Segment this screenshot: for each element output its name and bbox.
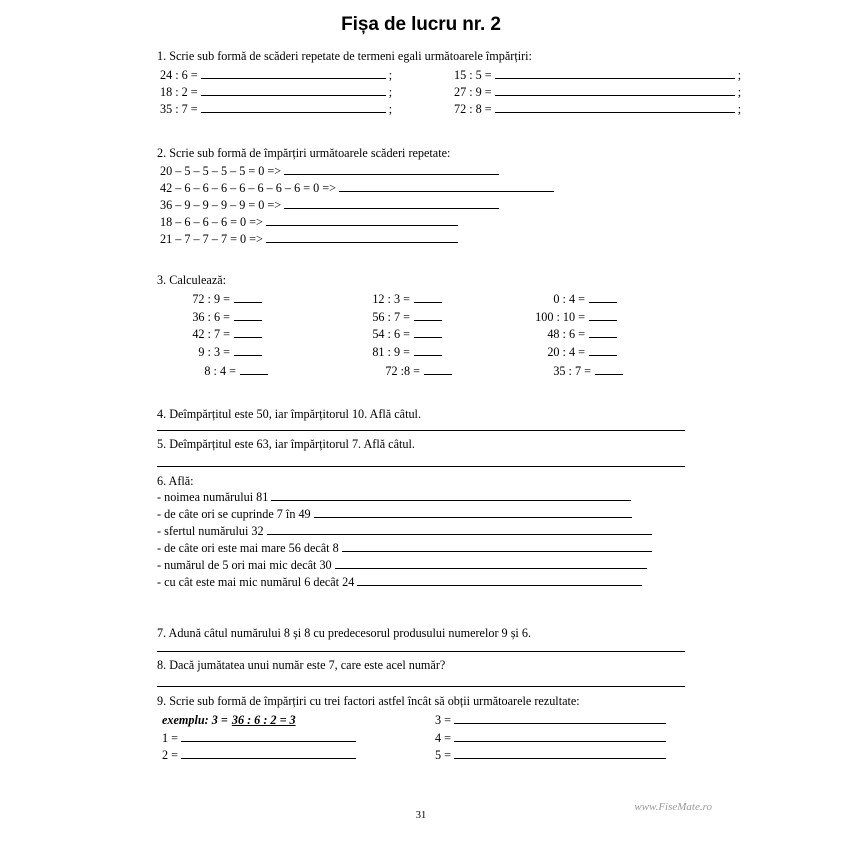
problem-label: 42 : 7 = (192, 327, 230, 341)
exercise-6-item (157, 574, 687, 591)
answer-blank[interactable] (454, 747, 666, 759)
item-label: - numărul de 5 ori mai mic decât 30 (157, 558, 332, 572)
answer-blank[interactable] (201, 67, 386, 79)
answer-blank[interactable] (201, 101, 386, 113)
answer-blank[interactable] (271, 489, 631, 501)
exercise-6-item (157, 540, 687, 557)
exercise-1-row (157, 67, 742, 84)
exercise-5-heading: 5. Deîmpărțitul este 63, iar împărțitorul 7. Află câtul. (157, 437, 415, 451)
exercise-8 (157, 657, 687, 673)
problem-label: 3 = (435, 713, 452, 727)
exercise-4 (157, 406, 687, 422)
answer-blank[interactable] (414, 326, 442, 338)
answer-blank[interactable] (335, 557, 647, 569)
separator: ; (737, 85, 742, 99)
answer-blank[interactable] (495, 84, 735, 96)
answer-blank[interactable] (414, 309, 442, 321)
exercise-2-row (157, 214, 687, 231)
exercise-1-heading: 1. Scrie sub formă de scăderi repetate de termeni egali următoarele împărțiri: (157, 49, 532, 63)
problem-label: 36 – 9 – 9 – 9 – 9 = 0 => (160, 198, 282, 212)
problem-label: 1 = (162, 730, 179, 745)
problem-cell (163, 363, 268, 381)
exercise-6-item (157, 506, 687, 523)
separator: ; (388, 68, 393, 82)
problem-cell (337, 326, 442, 344)
item-label: - de câte ori se cuprinde 7 în 49 (157, 507, 311, 521)
problem-label: 56 : 7 = (372, 309, 410, 324)
answer-blank[interactable] (181, 730, 356, 742)
exercise-3-row (157, 344, 687, 362)
problem-label: 18 : 2 = (160, 85, 198, 99)
problem-label: 15 : 5 = (454, 68, 492, 82)
answer-blank[interactable] (234, 344, 262, 356)
problem-cell (157, 291, 262, 309)
answer-blank[interactable] (424, 363, 452, 375)
problem-label: 8 : 4 = (204, 364, 236, 378)
answer-blank[interactable] (314, 506, 632, 518)
problem-cell (515, 363, 623, 381)
answer-blank[interactable] (595, 363, 623, 375)
problem-label: 18 – 6 – 6 – 6 = 0 => (160, 215, 263, 229)
answer-blank[interactable] (339, 180, 554, 192)
separator: ; (388, 85, 393, 99)
problem-cell (509, 309, 617, 327)
exercise-6 (157, 473, 687, 591)
answer-blank[interactable] (181, 747, 356, 759)
answer-blank[interactable] (495, 67, 735, 79)
example-label: exemplu: 3 = (162, 713, 228, 727)
exercise-2-heading: 2. Scrie sub formă de împărțiri următoarele scăderi repetate: (157, 146, 451, 160)
exercise-5-answer-line[interactable] (157, 466, 685, 467)
exercise-6-item (157, 557, 687, 574)
example-answer: 36 : 6 : 2 = 3 (231, 713, 296, 727)
separator: ; (737, 68, 742, 82)
problem-label: 20 : 4 = (547, 344, 585, 359)
problem-cell (509, 344, 617, 362)
problem-cell (337, 344, 442, 362)
answer-blank[interactable] (234, 291, 262, 303)
problem-cell (509, 326, 617, 344)
exercise-3-heading: 3. Calculează: (157, 273, 227, 287)
problem-cell (509, 291, 617, 309)
answer-blank[interactable] (342, 540, 652, 552)
site-watermark: www.FiseMate.ro (634, 801, 712, 813)
exercise-2-row (157, 180, 687, 197)
problem-cell (157, 344, 262, 362)
problem-label: 42 – 6 – 6 – 6 – 6 – 6 – 6 – 6 = 0 => (160, 181, 337, 195)
exercise-1-row (157, 101, 742, 118)
exercise-2-row (157, 231, 687, 248)
answer-blank[interactable] (454, 730, 666, 742)
exercise-2-row (157, 163, 687, 180)
page-title: Fișa de lucru nr. 2 (341, 14, 501, 35)
problem-label: 81 : 9 = (372, 344, 410, 359)
problem-cell (347, 363, 452, 381)
answer-blank[interactable] (414, 344, 442, 356)
exercise-9-row (157, 730, 687, 748)
exercise-1-row (157, 84, 742, 101)
example-cell (162, 712, 296, 730)
answer-blank[interactable] (357, 574, 642, 586)
problem-cell (435, 747, 667, 765)
problem-label: 72 : 9 = (192, 292, 230, 306)
problem-cell (454, 67, 741, 84)
problem-label: 12 : 3 = (372, 292, 410, 306)
problem-cell (435, 730, 667, 748)
problem-cell (160, 101, 392, 118)
problem-label: 4 = (435, 730, 452, 745)
separator: ; (737, 102, 742, 116)
exercise-9-heading: 9. Scrie sub formă de împărțiri cu trei factori astfel încât să obții următoarele rezultate: (157, 694, 580, 708)
exercise-3 (157, 272, 687, 381)
answer-blank[interactable] (266, 214, 458, 226)
exercise-3-row (157, 291, 687, 309)
exercise-2 (157, 145, 687, 248)
answer-blank[interactable] (201, 84, 386, 96)
problem-cell (160, 67, 392, 84)
problem-label: 54 : 6 = (372, 327, 410, 341)
problem-cell (454, 101, 741, 118)
problem-cell (162, 730, 357, 748)
exercise-1 (157, 48, 742, 118)
page-number: 31 (415, 810, 427, 821)
exercise-8-answer-line[interactable] (157, 686, 685, 687)
exercise-3-row (157, 326, 687, 344)
problem-label: 36 : 6 = (192, 309, 230, 324)
exercise-2-row (157, 197, 687, 214)
exercise-8-heading: 8. Dacă jumătatea unui număr este 7, care este acel număr? (157, 658, 446, 672)
problem-cell (435, 712, 667, 730)
answer-blank[interactable] (284, 197, 499, 209)
problem-cell (157, 326, 262, 344)
problem-label: 5 = (435, 748, 452, 762)
exercise-4-answer-line[interactable] (157, 430, 685, 431)
problem-cell (157, 309, 262, 327)
separator: ; (388, 102, 393, 116)
answer-blank[interactable] (589, 291, 617, 303)
exercise-9-row (157, 747, 687, 765)
problem-label: 9 : 3 = (198, 344, 230, 359)
problem-label: 21 – 7 – 7 – 7 = 0 => (160, 232, 263, 246)
problem-label: 0 : 4 = (553, 292, 585, 306)
problem-cell (160, 84, 392, 101)
problem-label: 35 : 7 = (160, 102, 198, 116)
exercise-9 (157, 693, 687, 765)
answer-blank[interactable] (240, 363, 268, 375)
answer-blank[interactable] (589, 344, 617, 356)
exercise-7-answer-line[interactable] (157, 651, 685, 652)
problem-label: 20 – 5 – 5 – 5 – 5 = 0 => (160, 164, 282, 178)
answer-blank[interactable] (267, 523, 652, 535)
problem-cell (337, 291, 442, 309)
answer-blank[interactable] (495, 101, 735, 113)
exercise-6-item (157, 523, 687, 540)
item-label: - de câte ori este mai mare 56 decât 8 (157, 541, 339, 555)
answer-blank[interactable] (234, 309, 262, 321)
exercise-6-item (157, 489, 687, 506)
exercise-9-row (157, 712, 687, 730)
answer-blank[interactable] (414, 291, 442, 303)
exercise-5 (157, 436, 687, 452)
answer-blank[interactable] (454, 712, 666, 724)
exercise-7 (157, 625, 687, 641)
problem-label: 72 : 8 = (454, 102, 492, 116)
answer-blank[interactable] (266, 231, 458, 243)
problem-label: 27 : 9 = (454, 85, 492, 99)
item-label: - noimea numărului 81 (157, 490, 269, 504)
answer-blank[interactable] (284, 163, 499, 175)
problem-label: 100 : 10 = (535, 309, 585, 324)
exercise-4-heading: 4. Deîmpărțitul este 50, iar împărțitorul 10. Află câtul. (157, 407, 421, 421)
answer-blank[interactable] (234, 326, 262, 338)
problem-label: 72 :8 = (385, 364, 420, 378)
answer-blank[interactable] (589, 326, 617, 338)
problem-label: 48 : 6 = (547, 327, 585, 341)
item-label: - cu cât este mai mic numărul 6 decât 24 (157, 575, 355, 589)
problem-cell (337, 309, 442, 327)
exercise-7-heading: 7. Adună câtul numărului 8 și 8 cu predecesorul produsului numerelor 9 și 6. (157, 626, 532, 640)
problem-cell (454, 84, 741, 101)
item-label: - sfertul numărului 32 (157, 524, 264, 538)
exercise-3-row (157, 363, 687, 381)
problem-label: 2 = (162, 748, 179, 762)
problem-label: 24 : 6 = (160, 68, 198, 82)
answer-blank[interactable] (589, 309, 617, 321)
exercise-3-row (157, 309, 687, 327)
exercise-6-heading: 6. Află: (157, 474, 194, 488)
problem-label: 35 : 7 = (553, 364, 591, 378)
problem-cell (162, 747, 357, 765)
